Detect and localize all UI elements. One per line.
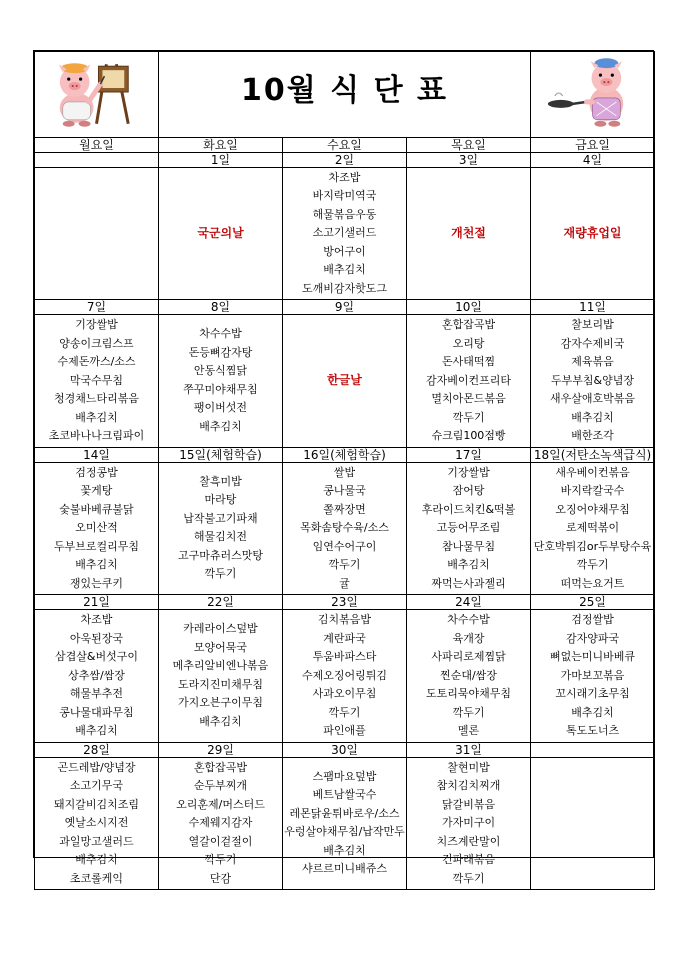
menu-cell [283,610,407,743]
menu-item: 투움바파스타 [312,650,377,663]
menu-item: 배추김치 [75,853,118,866]
menu-item: 가마보꼬볶음 [560,668,625,682]
menu-item: 깍두기 [452,410,485,424]
menu-item: 바지락미역국 [312,189,377,202]
menu-item: 멸치아몬드볶음 [431,392,506,405]
date-row [35,300,655,315]
menu-item: 감자베이컨프리타 [426,373,512,387]
menu-item: 콩나물국 [323,484,366,497]
date-cell: 15일(체험학습) [159,447,283,462]
painter-pig-icon [35,52,158,130]
menu-cell [159,757,283,890]
menu-cell [159,315,283,448]
menu-cell [531,167,655,300]
menu-item: 오징어야채무침 [555,502,630,516]
menu-item: 가지오븐구이무침 [177,696,263,710]
date-cell: 23일 [283,595,407,610]
menu-item: 돼지갈비김치조림 [53,797,139,811]
menu-item: 스팸마요덮밥 [312,769,377,783]
menu-item: 가자미구이 [441,816,496,829]
menu-item: 슈크림100점빵 [431,429,506,442]
menu-item: 배추김치 [75,558,118,571]
menu-item: 해물볶음우동 [312,207,377,221]
menu-table [34,51,655,890]
menu-item: 배추김치 [323,843,366,857]
menu-cell [159,462,283,595]
menu-item: 아욱된장국 [69,631,124,645]
menu-item: 단호박튀김or두부탕수육 [533,539,652,553]
menu-cell [407,462,531,595]
menu-item: 뼈없는미니바베큐 [550,650,636,663]
menu-item: 귤 [339,576,350,590]
date-cell: 16일(체험학습) [283,447,407,462]
menu-item: 우렁살야채무침/납작만두 [284,825,405,839]
menu-item: 도라지진미채무침 [177,677,263,691]
title-cell [159,52,531,138]
menu-cell [407,757,531,890]
menu-cell [531,315,655,448]
menu-item: 양송이크림스프 [59,336,134,350]
menu-item: 톡도도너츠 [565,724,620,737]
menu-item: 두부부침&양념장 [551,373,635,387]
weekday-tue: 화요일 [159,137,283,152]
menu-item: 베트남쌀국수 [312,788,377,802]
menu-item: 혼합잡곡밥 [193,760,248,774]
date-cell [35,152,159,167]
menu-item: 로제떡볶이 [565,521,620,534]
date-row [35,152,655,167]
menu-item: 마라탕 [204,493,237,507]
menu-item: 순두부찌개 [193,779,248,792]
menu-cell [407,167,531,300]
holiday-label: 한글날 [327,373,362,387]
menu-cell [35,757,159,890]
menu-cell [531,462,655,595]
menu-cell [283,462,407,595]
date-cell: 3일 [407,152,531,167]
menu-item: 참치김치찌개 [436,779,501,792]
menu-item: 고등어무조림 [436,521,501,534]
menu-item: 수제돈까스/소스 [57,355,136,368]
menu-item: 새우베이컨볶음 [555,465,630,479]
menu-item: 육개장 [452,631,485,645]
date-cell: 9일 [283,300,407,315]
menu-cell [531,757,655,890]
menu-sheet [33,50,654,885]
menu-item: 배추김치 [447,558,490,571]
menu-cell [35,167,159,300]
menu-item: 해물부추전 [69,687,124,700]
date-cell: 31일 [407,742,531,757]
menu-cell [283,757,407,890]
menu-item: 김치볶음밥 [317,613,372,626]
menu-item: 사과오이무침 [312,687,377,700]
menu-item: 찐순대/쌈장 [440,668,497,682]
date-cell: 22일 [159,595,283,610]
menu-item: 짜먹는사과젤리 [431,576,506,590]
menu-item: 깍두기 [452,705,485,719]
menu-item: 닭갈비볶음 [441,797,496,811]
menu-row [35,610,655,743]
menu-item: 쫄짜장면 [323,502,366,516]
menu-item: 꽃게탕 [80,484,113,497]
menu-item: 검정쌀밥 [571,613,614,626]
menu-item: 초코바나나크림파이 [48,429,145,442]
menu-item: 막국수무침 [69,373,124,387]
menu-item: 해물김치전 [193,530,248,544]
menu-item: 깍두기 [328,558,361,571]
menu-item: 초코롤케익 [69,871,124,885]
menu-item: 배한조각 [571,429,614,442]
menu-cell [283,167,407,300]
menu-item: 찰보리밥 [571,318,614,331]
menu-item: 배추김치 [199,714,242,728]
menu-item: 쭈꾸미야채무침 [183,382,258,396]
menu-item: 새우살애호박볶음 [550,392,636,405]
menu-item: 깍두기 [204,567,237,581]
menu-item: 감자수제비국 [560,336,625,350]
menu-item: 콩나물대파무침 [59,705,134,719]
menu-item: 깍두기 [204,853,237,866]
menu-item: 모양어묵국 [193,640,248,654]
date-cell: 29일 [159,742,283,757]
menu-item: 쟁있는쿠키 [69,576,124,590]
holiday-label: 국군의날 [197,225,244,240]
date-cell: 24일 [407,595,531,610]
menu-item: 방어구이 [323,244,366,258]
date-row [35,595,655,610]
date-cell [531,742,655,757]
menu-item: 건파래볶음 [441,853,496,866]
date-cell: 2일 [283,152,407,167]
menu-item: 깍두기 [328,705,361,719]
date-cell: 18일(저탄소녹색급식) [531,447,655,462]
menu-item: 소고기샐러드 [312,226,377,239]
weekday-wed: 수요일 [283,137,407,152]
menu-item: 목화솜탕수육/소스 [300,521,389,534]
menu-item: 차조밥 [80,613,113,626]
menu-item: 잠어탕 [452,484,485,497]
menu-item: 과일망고샐러드 [59,834,134,848]
menu-item: 곤드레밥/양념장 [57,760,136,774]
menu-item: 기장쌀밥 [75,318,118,331]
date-cell: 28일 [35,742,159,757]
menu-item: 단감 [209,871,232,885]
menu-item: 떠먹는요거트 [560,576,625,590]
page-title: 10월 식 단 표 [241,73,449,108]
menu-item: 기장쌀밥 [447,465,490,479]
menu-cell [35,315,159,448]
menu-item: 도토리묵야채무침 [426,687,512,700]
cooking-pig-icon [531,52,654,130]
menu-item: 메추리알비엔나볶음 [172,659,269,673]
menu-item: 돈등뼈감자탕 [188,345,253,359]
menu-cell [407,315,531,448]
menu-item: 차수수밥 [199,327,242,341]
menu-row [35,167,655,300]
menu-item: 배추김치 [75,410,118,424]
menu-cell [407,610,531,743]
holiday-label: 개천절 [451,225,486,240]
menu-item: 깍두기 [452,871,485,885]
menu-item: 임연수어구이 [312,539,377,553]
date-cell: 14일 [35,447,159,462]
menu-item: 배추김치 [323,263,366,276]
menu-item: 배추김치 [571,410,614,424]
menu-item: 수제오징어링튀김 [301,668,387,682]
menu-item: 팽이버섯전 [193,401,248,415]
menu-item: 오리훈제/머스터드 [176,797,265,811]
weeks-body [35,152,655,890]
menu-item: 바지락칼국수 [560,484,625,497]
menu-item: 꼬시래기초무침 [555,687,630,700]
menu-item: 오리탕 [452,336,485,350]
menu-item: 멜론 [457,724,480,737]
menu-item: 납작불고기파채 [183,511,258,525]
date-cell: 10일 [407,300,531,315]
menu-item: 제육볶음 [571,355,614,368]
date-row [35,447,655,462]
menu-item: 참나물무침 [441,539,496,553]
menu-item: 배추김치 [571,705,614,719]
menu-item: 삼겹살&버섯구이 [55,650,138,663]
menu-item: 옛날소시지전 [64,816,129,829]
menu-item: 숯불바베큐불닭 [59,502,134,516]
menu-item: 고구마츄러스맛탕 [177,548,263,562]
date-cell: 21일 [35,595,159,610]
menu-item: 찰흑미밥 [199,474,242,488]
painter-pig-cell [35,52,159,138]
menu-item: 도깨비감자핫도그 [301,281,387,295]
menu-cell [283,315,407,448]
menu-item: 카레라이스덮밥 [183,622,258,636]
weekday-header-row [35,137,655,152]
menu-item: 배추김치 [199,419,242,433]
cook-pig-cell [531,52,655,138]
date-cell: 25일 [531,595,655,610]
menu-item: 안동식찜닭 [193,364,248,378]
menu-item: 열갈이겉절이 [188,834,253,848]
menu-item: 사파리로제찜닭 [431,650,506,663]
menu-item: 청경채느타리볶음 [53,392,139,405]
holiday-label: 재량휴업일 [563,225,622,240]
menu-item: 수제웨지감자 [188,816,253,829]
menu-item: 파인애플 [323,724,366,737]
date-row [35,742,655,757]
menu-row [35,462,655,595]
menu-cell [35,462,159,595]
date-cell: 8일 [159,300,283,315]
menu-cell [35,610,159,743]
date-cell: 1일 [159,152,283,167]
menu-item: 배추김치 [75,724,118,737]
menu-item: 상추쌈/쌈장 [68,668,125,682]
date-cell: 30일 [283,742,407,757]
weekday-thu: 목요일 [407,137,531,152]
menu-item: 소고기무국 [69,779,124,792]
menu-item: 두부브로컬리무침 [53,539,139,553]
menu-item: 찰현미밥 [447,760,490,774]
menu-cell [159,167,283,300]
date-cell: 11일 [531,300,655,315]
menu-cell [531,610,655,743]
menu-item: 차수수밥 [447,613,490,626]
menu-item: 깍두기 [576,558,609,571]
menu-item: 검정콩밥 [75,465,118,479]
menu-row [35,757,655,890]
weekday-mon: 월요일 [35,137,159,152]
menu-item: 감자양파국 [565,631,620,645]
menu-item: 후라이드치킨&떡볼 [421,502,516,516]
menu-item: 샤르르미니배쥬스 [301,862,387,876]
menu-cell [159,610,283,743]
menu-item: 돈사태떡찜 [441,355,496,368]
menu-item: 차조밥 [328,170,361,184]
weekday-fri: 금요일 [531,137,655,152]
menu-item: 레몬닭윤튀바로우/소스 [289,806,400,820]
menu-item: 혼합잡곡밥 [441,318,496,331]
date-cell: 17일 [407,447,531,462]
menu-item: 계란파국 [323,631,366,645]
date-cell: 4일 [531,152,655,167]
date-cell: 7일 [35,300,159,315]
menu-item: 쌀밥 [333,465,356,479]
menu-item: 치즈계란말이 [436,834,501,848]
menu-item: 오미산적 [75,521,118,534]
menu-row [35,315,655,448]
